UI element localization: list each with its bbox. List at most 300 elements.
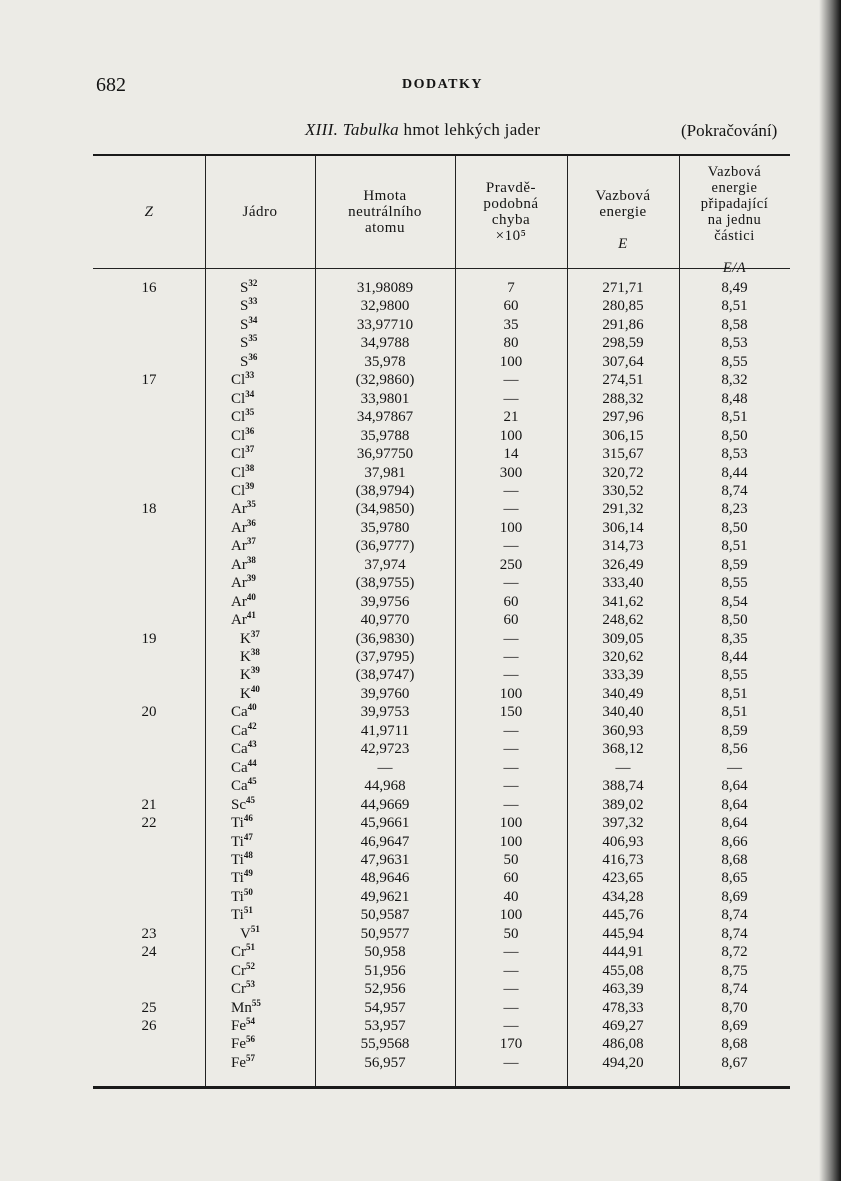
cell-error: 40	[503, 888, 519, 905]
table-row	[93, 316, 790, 335]
cell-binding-energy: 416,73	[602, 851, 644, 868]
cell-mass: 33,97710	[356, 316, 414, 333]
cell-error: —	[503, 390, 519, 407]
cell-binding-energy: 494,20	[602, 1054, 644, 1071]
cell-z: 18	[141, 501, 157, 518]
nucleus-mass-number: 38	[246, 554, 256, 565]
nucleus-element: Sc	[231, 796, 246, 813]
table-row	[93, 464, 790, 483]
table-row	[93, 408, 790, 427]
cell-energy-per-particle: 8,23	[721, 501, 748, 518]
table-row	[93, 1054, 790, 1073]
cell-mass: 35,9780	[360, 519, 410, 536]
nucleus-element: Mn	[231, 999, 252, 1016]
nucleus-element: Ti	[231, 815, 244, 832]
nucleus-mass-number: 45	[246, 794, 255, 805]
nucleus-mass-number: 46	[243, 813, 253, 824]
running-title: DODATKY	[402, 77, 484, 92]
cell-error: —	[503, 796, 519, 813]
cell-nucleus	[205, 869, 317, 887]
cell-energy-per-particle: 8,67	[721, 1054, 748, 1071]
nucleus-mass-number: 36	[248, 351, 258, 362]
cell-nucleus	[205, 722, 317, 740]
cell-error: —	[503, 1054, 519, 1071]
nucleus-mass-number: 34	[248, 314, 258, 325]
cell-binding-energy: 423,65	[602, 870, 644, 887]
cell-nucleus	[205, 1035, 317, 1053]
cell-mass: 55,9568	[360, 1036, 410, 1053]
cell-energy-per-particle: 8,68	[721, 851, 748, 868]
cell-binding-energy: 389,02	[602, 796, 644, 813]
table-row	[93, 999, 790, 1018]
cell-mass: 44,9669	[360, 796, 410, 813]
cell-energy-per-particle: 8,74	[721, 981, 748, 998]
cell-nucleus	[205, 334, 317, 352]
nucleus-mass-number: 55	[251, 997, 261, 1008]
cell-nucleus	[205, 962, 317, 980]
nucleus-mass-number: 47	[243, 831, 253, 842]
cell-error: —	[503, 501, 519, 518]
nucleus-mass-number: 33	[248, 296, 258, 307]
table-row	[93, 371, 790, 390]
cell-energy-per-particle: 8,44	[721, 464, 748, 481]
nucleus-element: S	[240, 335, 249, 352]
cell-mass: 56,957	[364, 1054, 406, 1071]
nucleus-mass-number: 43	[247, 739, 257, 750]
cell-error: —	[503, 778, 519, 795]
cell-z: 20	[141, 704, 157, 721]
cell-z: 21	[141, 796, 157, 813]
cell-binding-energy: 288,32	[602, 390, 644, 407]
cell-nucleus	[205, 796, 317, 814]
cell-energy-per-particle: 8,75	[721, 962, 748, 979]
cell-binding-energy: 340,40	[602, 704, 644, 721]
cell-error: 100	[499, 907, 523, 924]
cell-error: —	[503, 630, 519, 647]
nucleus-mass-number: 41	[246, 610, 256, 621]
cell-energy-per-particle: 8,56	[721, 741, 748, 758]
nucleus-element: Ca	[231, 741, 248, 758]
cell-mass: 54,957	[364, 999, 406, 1016]
col-header-nucleus	[205, 156, 315, 268]
cell-error: 21	[503, 409, 519, 426]
nucleus-element: Ti	[231, 833, 244, 850]
cell-binding-energy: 315,67	[602, 446, 644, 463]
nucleus-element: Ca	[231, 722, 248, 739]
table-row	[93, 519, 790, 538]
cell-nucleus	[205, 666, 317, 684]
cell-binding-energy: 333,39	[602, 667, 644, 684]
nucleus-mass-number: 56	[246, 1034, 255, 1045]
cell-energy-per-particle: 8,74	[721, 907, 748, 924]
cell-binding-energy: 298,59	[602, 335, 644, 352]
cell-binding-energy: 248,62	[602, 612, 644, 629]
binding-shadow	[819, 0, 841, 1181]
nucleus-element: Ar	[231, 556, 247, 573]
cell-binding-energy: 326,49	[602, 556, 644, 573]
cell-error: 100	[499, 833, 523, 850]
nucleus-mass-number: 37	[246, 536, 256, 547]
cell-binding-energy: 291,86	[602, 316, 644, 333]
cell-error: 60	[503, 870, 519, 887]
cell-error: 80	[503, 335, 519, 352]
cell-energy-per-particle: 8,51	[721, 409, 748, 426]
cell-mass: (38,9755)	[355, 575, 415, 592]
table-row	[93, 722, 790, 741]
cell-nucleus	[205, 851, 317, 869]
table-row	[93, 1035, 790, 1054]
cell-mass: —	[377, 759, 393, 776]
nucleus-element: Ar	[231, 612, 247, 629]
cell-mass: 49,9621	[360, 888, 410, 905]
cell-error: —	[503, 722, 519, 739]
nucleus-element: K	[240, 667, 251, 684]
cell-energy-per-particle: 8,55	[721, 575, 748, 592]
cell-mass: 52,956	[364, 981, 406, 998]
cell-binding-energy: 445,76	[602, 907, 644, 924]
cell-error: —	[503, 538, 519, 555]
cell-energy-per-particle: 8,50	[721, 612, 748, 629]
continuation-note: (Pokračování)	[681, 121, 778, 140]
cell-nucleus	[205, 519, 317, 537]
nucleus-mass-number: 36	[246, 517, 256, 528]
cell-nucleus	[205, 1054, 317, 1072]
cell-mass: 39,9756	[360, 593, 410, 610]
cell-mass: 40,9770	[360, 612, 410, 629]
cell-error: —	[503, 999, 519, 1016]
cell-mass: 35,9788	[360, 427, 410, 444]
table-row	[93, 427, 790, 446]
cell-energy-per-particle: 8,64	[721, 815, 748, 832]
col-header-nucleus-text: Jádro	[242, 204, 278, 220]
cell-energy-per-particle: 8,32	[721, 372, 748, 389]
cell-nucleus	[205, 777, 317, 795]
cell-mass: 33,9801	[360, 390, 410, 407]
nucleus-element: Ar	[231, 519, 247, 536]
cell-energy-per-particle: 8,65	[721, 870, 748, 887]
cell-nucleus	[205, 888, 317, 906]
nucleus-mass-number: 34	[245, 388, 255, 399]
cell-nucleus	[205, 316, 317, 334]
col-header-energy-per-particle	[679, 156, 790, 276]
col-header-energy-per-particle-symbol: E/A	[722, 260, 747, 276]
cell-mass: (36,9830)	[355, 630, 415, 647]
nucleus-element: Ti	[231, 907, 244, 924]
table-row	[93, 482, 790, 501]
cell-energy-per-particle: 8,69	[721, 888, 748, 905]
cell-z: 26	[141, 1018, 157, 1034]
cell-error: 170	[499, 1036, 523, 1053]
cell-mass: 50,9577	[360, 925, 410, 942]
cell-nucleus	[205, 390, 317, 408]
cell-error: 150	[499, 704, 523, 721]
cell-mass: 34,97867	[356, 409, 414, 426]
cell-binding-energy: 406,93	[602, 833, 644, 850]
cell-nucleus	[205, 833, 317, 851]
nucleus-element: Ti	[231, 870, 244, 887]
cell-energy-per-particle: 8,54	[721, 593, 748, 610]
nucleus-mass-number: 52	[246, 960, 255, 971]
cell-error: 14	[503, 446, 519, 463]
cell-error: —	[503, 649, 519, 665]
cell-error: 100	[499, 815, 523, 832]
table-row	[93, 279, 790, 298]
table-row	[93, 500, 790, 519]
cell-error: 50	[503, 925, 519, 942]
nucleus-mass-number: 40	[247, 702, 257, 713]
cell-nucleus	[205, 574, 317, 592]
cell-error: —	[503, 482, 519, 499]
cell-energy-per-particle: 8,69	[721, 1018, 748, 1034]
cell-error: 100	[499, 519, 523, 536]
cell-error: 100	[499, 353, 523, 370]
col-header-binding-energy-text: Vazbová energie	[595, 188, 651, 220]
nucleus-element: Ca	[231, 778, 248, 795]
cell-binding-energy: 291,32	[602, 501, 644, 518]
cell-binding-energy: 280,85	[602, 298, 644, 315]
nucleus-element: Ti	[231, 851, 244, 868]
cell-nucleus	[205, 445, 317, 463]
nucleus-mass-number: 57	[246, 1052, 255, 1063]
cell-binding-energy: 320,62	[602, 649, 644, 665]
page-number: 682	[96, 74, 126, 96]
cell-binding-energy: 320,72	[602, 464, 644, 481]
cell-mass: 42,9723	[360, 741, 410, 758]
nucleus-mass-number: 44	[247, 757, 257, 768]
cell-binding-energy: 463,39	[602, 981, 644, 998]
nucleus-mass-number: 51	[243, 905, 253, 916]
cell-error: —	[503, 741, 519, 758]
nucleus-element: Fe	[231, 1054, 246, 1071]
table-row	[93, 611, 790, 630]
cell-error: 7	[507, 280, 515, 296]
table-row	[93, 740, 790, 759]
cell-energy-per-particle: 8,74	[721, 482, 748, 499]
nucleus-element: Cl	[231, 427, 246, 444]
cell-z: 22	[141, 815, 157, 832]
cell-energy-per-particle: —	[727, 759, 742, 776]
cell-binding-energy: 341,62	[602, 593, 644, 610]
nucleus-mass-number: 35	[246, 499, 256, 510]
col-header-z	[93, 156, 205, 268]
nucleus-element: Cl	[231, 390, 246, 407]
nucleus-element: V	[240, 925, 251, 942]
cell-energy-per-particle: 8,72	[721, 944, 748, 961]
cell-z: 16	[141, 280, 157, 296]
cell-nucleus	[205, 500, 317, 518]
col-header-mass-text: Hmota neutrálního atomu	[348, 188, 422, 236]
cell-energy-per-particle: 8,51	[721, 704, 748, 721]
col-header-mass	[315, 156, 455, 268]
table-word: Tabulka	[342, 120, 399, 139]
nucleus-mass-number: 33	[245, 370, 255, 381]
table-row	[93, 353, 790, 372]
nucleus-element: S	[240, 316, 249, 333]
nucleus-mass-number: 36	[245, 425, 255, 436]
cell-binding-energy: 306,15	[602, 427, 644, 444]
table-row	[93, 759, 790, 778]
cell-nucleus	[205, 906, 317, 924]
nucleus-element: Ar	[231, 538, 247, 555]
cell-nucleus	[205, 703, 317, 721]
cell-error: 300	[499, 464, 523, 481]
nucleus-mass-number: 32	[248, 278, 258, 288]
cell-nucleus	[205, 556, 317, 574]
nucleus-element: K	[240, 685, 251, 702]
cell-mass: 34,9788	[360, 335, 410, 352]
cell-error: —	[503, 759, 519, 776]
cell-binding-energy: 368,12	[602, 741, 644, 758]
table-row	[93, 556, 790, 575]
nucleus-element: Fe	[231, 1036, 246, 1053]
table-row	[93, 833, 790, 852]
cell-binding-energy: 314,73	[602, 538, 644, 555]
cell-binding-energy: 333,40	[602, 575, 644, 592]
cell-error: 100	[499, 427, 523, 444]
cell-nucleus	[205, 814, 317, 832]
cell-error: 100	[499, 685, 523, 702]
cell-energy-per-particle: 8,51	[721, 538, 748, 555]
cell-mass: (34,9850)	[355, 501, 415, 518]
table-row	[93, 869, 790, 888]
cell-z: 25	[141, 999, 157, 1016]
table-row	[93, 593, 790, 612]
table-row	[93, 648, 790, 667]
cell-energy-per-particle: 8,53	[721, 446, 748, 463]
header-rule	[93, 268, 790, 269]
cell-error: —	[503, 575, 519, 592]
cell-mass: 31,98089	[356, 280, 414, 296]
table-row	[93, 390, 790, 409]
cell-nucleus	[205, 593, 317, 611]
table-row	[93, 943, 790, 962]
cell-binding-energy: 297,96	[602, 409, 644, 426]
cell-energy-per-particle: 8,58	[721, 316, 748, 333]
cell-nucleus	[205, 759, 317, 777]
nucleus-element: Cr	[231, 944, 246, 961]
cell-error: —	[503, 667, 519, 684]
cell-energy-per-particle: 8,51	[721, 298, 748, 315]
table-row	[93, 334, 790, 353]
cell-nucleus	[205, 371, 317, 389]
table-caption-text: hmot lehkých jader	[403, 120, 541, 139]
cell-binding-energy: 455,08	[602, 962, 644, 979]
table-row	[93, 1017, 790, 1036]
cell-nucleus	[205, 630, 317, 648]
cell-energy-per-particle: 8,66	[721, 833, 748, 850]
nucleus-mass-number: 39	[250, 665, 260, 676]
cell-binding-energy: 397,32	[602, 815, 644, 832]
cell-error: —	[503, 962, 519, 979]
cell-nucleus	[205, 648, 317, 666]
cell-nucleus	[205, 1017, 317, 1035]
cell-mass: 50,958	[364, 944, 406, 961]
nucleus-mass-number: 48	[243, 849, 253, 860]
cell-error: 35	[503, 316, 519, 333]
nucleus-mass-number: 37	[245, 444, 255, 455]
table-row	[93, 703, 790, 722]
cell-error: —	[503, 944, 519, 961]
table-row	[93, 666, 790, 685]
table-row	[93, 851, 790, 870]
cell-nucleus	[205, 980, 317, 998]
nucleus-element: Cl	[231, 464, 246, 481]
table-row	[93, 796, 790, 815]
cell-nucleus	[205, 353, 317, 371]
nucleus-mass-number: 50	[243, 886, 253, 897]
cell-energy-per-particle: 8,55	[721, 667, 748, 684]
cell-binding-energy: 434,28	[602, 888, 644, 905]
nucleus-mass-number: 40	[246, 591, 256, 602]
cell-mass: 48,9646	[360, 870, 410, 887]
cell-nucleus	[205, 279, 317, 297]
cell-error: 60	[503, 298, 519, 315]
nucleus-element: Cr	[231, 962, 246, 979]
cell-mass: 53,957	[364, 1018, 406, 1034]
nucleus-mass-number: 54	[246, 1016, 255, 1026]
cell-energy-per-particle: 8,64	[721, 796, 748, 813]
nucleus-mass-number: 39	[246, 573, 256, 584]
table-row	[93, 537, 790, 556]
nucleus-element: S	[240, 298, 249, 315]
nucleus-element: Cl	[231, 482, 246, 499]
cell-binding-energy: 307,64	[602, 353, 644, 370]
cell-nucleus	[205, 685, 317, 703]
cell-error: —	[503, 1018, 519, 1034]
nucleus-mass-number: 42	[247, 720, 257, 731]
nucleus-element: Ti	[231, 888, 244, 905]
cell-mass: 45,9661	[360, 815, 410, 832]
cell-energy-per-particle: 8,74	[721, 925, 748, 942]
cell-mass: 47,9631	[360, 851, 410, 868]
cell-energy-per-particle: 8,70	[721, 999, 748, 1016]
cell-mass: (38,9747)	[355, 667, 415, 684]
nucleus-element: Cr	[231, 981, 246, 998]
cell-mass: (32,9860)	[355, 372, 415, 389]
nucleus-mass-number: 45	[247, 776, 257, 787]
cell-energy-per-particle: 8,35	[721, 630, 748, 647]
col-header-binding-energy	[567, 156, 679, 268]
cell-energy-per-particle: 8,51	[721, 685, 748, 702]
cell-mass: 41,9711	[360, 722, 410, 739]
nucleus-element: S	[240, 280, 249, 296]
cell-mass: 51,956	[364, 962, 406, 979]
cell-mass: (36,9777)	[355, 538, 415, 555]
table-row	[93, 906, 790, 925]
nucleus-element: Ar	[231, 501, 247, 518]
cell-energy-per-particle: 8,49	[721, 280, 748, 296]
cell-error: 60	[503, 593, 519, 610]
cell-binding-energy: —	[615, 759, 631, 776]
cell-mass: (38,9794)	[355, 482, 415, 499]
table-row	[93, 962, 790, 981]
nucleus-mass-number: 37	[250, 628, 260, 639]
table-row	[93, 888, 790, 907]
cell-nucleus	[205, 925, 317, 943]
nucleus-mass-number: 53	[246, 979, 255, 990]
cell-binding-energy: 478,33	[602, 999, 644, 1016]
cell-binding-energy: 330,52	[602, 482, 644, 499]
cell-mass: (37,9795)	[355, 649, 415, 665]
nucleus-element: Ar	[231, 575, 247, 592]
cell-nucleus	[205, 537, 317, 555]
table-row	[93, 814, 790, 833]
cell-mass: 50,9587	[360, 907, 410, 924]
cell-binding-energy: 486,08	[602, 1036, 644, 1053]
cell-binding-energy: 388,74	[602, 778, 644, 795]
nucleus-mass-number: 49	[243, 868, 253, 879]
cell-mass: 35,978	[364, 353, 406, 370]
